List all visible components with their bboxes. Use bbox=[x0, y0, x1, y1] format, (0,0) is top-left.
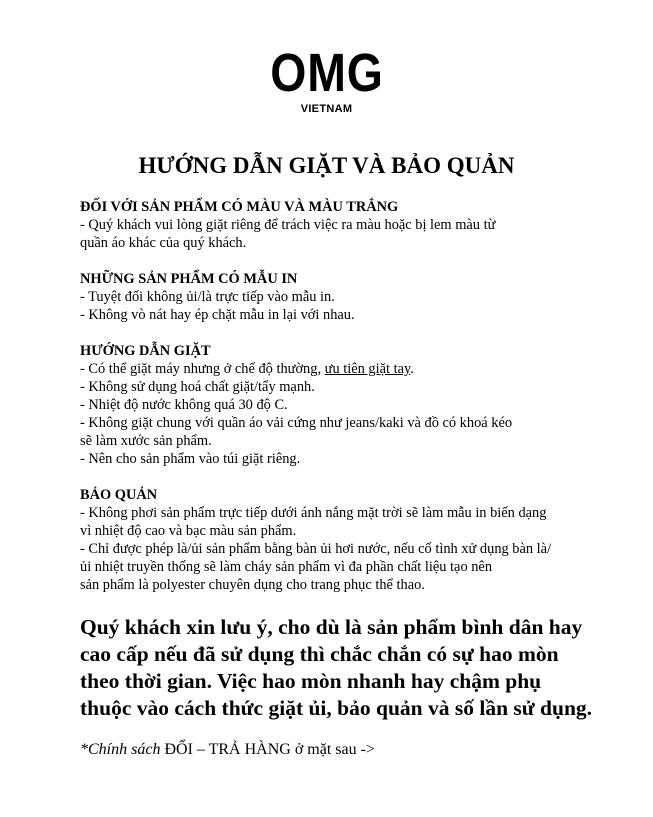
text-line: sản phẩm là polyester chuyên dụng cho trang phục thể thao. bbox=[80, 577, 425, 593]
section-heading: BẢO QUẢN bbox=[80, 487, 158, 503]
text-segment: - Có thể giặt máy nhưng ở chế độ thường, bbox=[80, 361, 325, 377]
text-line: - Không phơi sản phẩm trực tiếp dưới ánh nắng mặt trời sẽ làm mẫu in biến dạng bbox=[80, 505, 547, 521]
text-line: sẽ làm xước sản phẩm. bbox=[80, 433, 212, 449]
text-segment: . bbox=[410, 361, 414, 377]
section-colored-white bbox=[80, 198, 620, 252]
logo-wordmark: OMG bbox=[269, 43, 384, 103]
notice-line: theo thời gian. Việc hao mòn nhanh hay chậm phụ bbox=[80, 669, 542, 693]
text-line: - Quý khách vui lòng giặt riêng để trách việc ra màu hoặc bị lem màu từ bbox=[80, 217, 496, 233]
page-title: HƯỚNG DẪN GIẶT VÀ BẢO QUẢN bbox=[138, 153, 515, 178]
footer-text: ĐỔI – TRẢ HÀNG ở mặt sau -> bbox=[160, 741, 375, 758]
text-line: - Nên cho sản phẩm vào túi giặt riêng. bbox=[80, 451, 301, 467]
text-line bbox=[80, 360, 620, 378]
section-heading: HƯỚNG DẪN GIẶT bbox=[80, 343, 211, 359]
instructions-body bbox=[80, 198, 620, 612]
logo-subtitle: VIETNAM bbox=[300, 103, 353, 115]
notice-line: Quý khách xin lưu ý, cho dù là sản phẩm bình dân hay bbox=[80, 615, 583, 639]
notice-line: cao cấp nếu đã sử dụng thì chắc chắn có sự hao mòn bbox=[80, 642, 559, 666]
text-line: - Không sử dụng hoá chất giặt/tẩy mạnh. bbox=[80, 379, 315, 395]
section-printed-products bbox=[80, 270, 620, 324]
footer-italic: *Chính sách bbox=[80, 741, 161, 758]
text-line: - Tuyệt đối không ủi/là trực tiếp vào mẫu in. bbox=[80, 289, 335, 305]
text-line: vì nhiệt độ cao và bạc màu sản phẩm. bbox=[80, 523, 297, 539]
text-line: - Không giặt chung với quần áo vải cứng như jeans/kaki và đồ có khoá kéo bbox=[80, 415, 513, 431]
notice-line: thuộc vào cách thức giặt ủi, bảo quản và số lần sử dụng. bbox=[80, 696, 593, 720]
text-line: - Nhiệt độ nước không quá 30 độ C. bbox=[80, 397, 288, 413]
section-storage bbox=[80, 486, 620, 594]
wear-notice bbox=[80, 614, 640, 722]
section-heading: ĐỐI VỚI SẢN PHẨM CÓ MÀU VÀ MÀU TRẮNG bbox=[80, 199, 399, 215]
brand-logo bbox=[0, 43, 653, 115]
section-heading: NHỮNG SẢN PHẨM CÓ MẪU IN bbox=[80, 271, 298, 287]
text-line: quần áo khác của quý khách. bbox=[80, 235, 247, 251]
text-line: - Chỉ được phép là/ủi sản phẩm bằng bàn ủi hơi nước, nếu cố tình xử dụng bàn là/ bbox=[80, 541, 552, 557]
text-line: - Không vò nát hay ép chặt mẫu in lại với nhau. bbox=[80, 307, 355, 323]
text-line: ủi nhiệt truyền thống sẽ làm cháy sản phẩm vì đa phần chất liệu tạo nên bbox=[80, 559, 493, 575]
underlined-text: ưu tiên giặt tay bbox=[324, 361, 411, 377]
return-policy-note bbox=[80, 740, 620, 760]
section-washing-guide bbox=[80, 342, 620, 468]
